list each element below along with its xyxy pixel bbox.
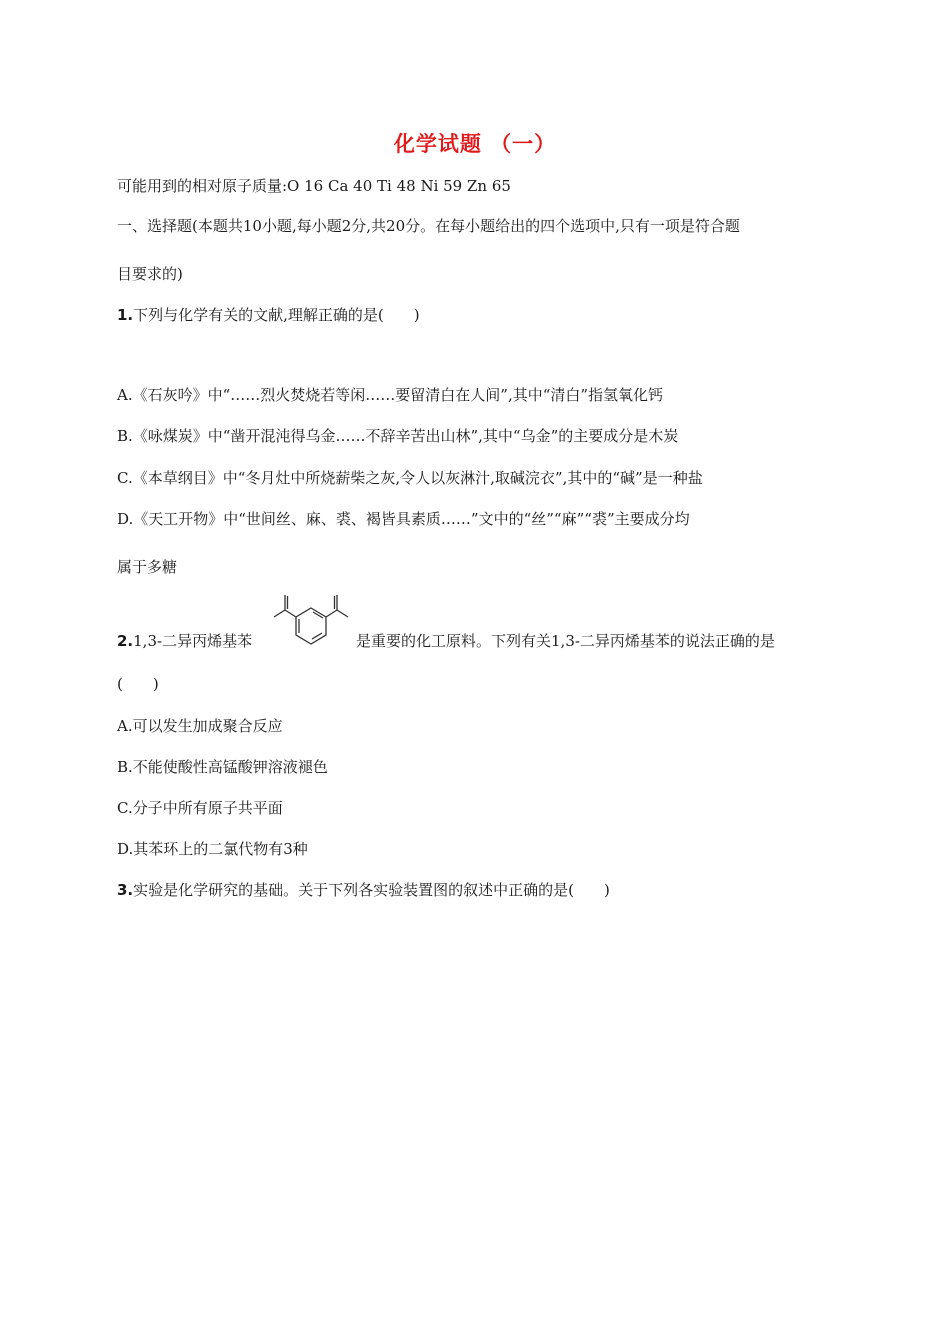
q1-option-b: B.《咏煤炭》中“凿开混沌得乌金……不辞辛苦出山林”,其中“乌金”的主要成分是木炭 [117, 427, 679, 445]
section-heading-line1: 一、选择题(本题共10小题,每小题2分,共20分。在每小题给出的四个选项中,只有一项是符合题 [117, 217, 740, 235]
question-stem-before: 1,3-二异丙烯基苯 [133, 632, 253, 650]
q2-option-d: D.其苯环上的二氯代物有3种 [117, 840, 308, 858]
q1-option-d: D.《天工开物》中“世间丝、麻、裘、褐皆具素质……”文中的“丝”“麻”“裘”主要成分均 [117, 510, 690, 528]
question-stem: 实验是化学研究的基础。关于下列各实验装置图的叙述中正确的是( ) [133, 881, 610, 899]
atomic-masses: 可能用到的相对原子质量:O 16 Ca 40 Ti 48 Ni 59 Zn 65 [117, 177, 511, 195]
section-heading-line2: 目要求的) [117, 265, 183, 283]
q1-option-c: C.《本草纲目》中“冬月灶中所烧薪柴之灰,令人以灰淋汁,取碱浣衣”,其中的“碱”是一种盐 [117, 469, 703, 487]
q2-option-a: A.可以发生加成聚合反应 [117, 717, 283, 735]
question-3 [117, 879, 610, 900]
q2-option-b: B.不能使酸性高锰酸钾溶液褪色 [117, 758, 328, 776]
question-1 [117, 304, 420, 325]
q1-option-a: A.《石灰吟》中“……烈火焚烧若等闲……要留清白在人间”,其中“清白”指氢氧化钙 [117, 386, 664, 404]
question-number: 2. [117, 632, 134, 650]
diisopropenylbenzene-structure-image [268, 590, 354, 656]
q2-option-c: C.分子中所有原子共平面 [117, 799, 283, 817]
page-title: 化学试题 （一） [393, 132, 557, 156]
q1-option-d-continued: 属于多糖 [117, 558, 178, 576]
question-2-paren: ( ) [117, 675, 159, 693]
question-stem: 下列与化学有关的文献,理解正确的是( ) [133, 306, 420, 324]
question-number: 3. [117, 881, 134, 899]
question-2 [117, 630, 252, 651]
question-2-stem-after: 是重要的化工原料。下列有关1,3-二异丙烯基苯的说法正确的是 [356, 632, 775, 650]
question-number: 1. [117, 306, 134, 324]
